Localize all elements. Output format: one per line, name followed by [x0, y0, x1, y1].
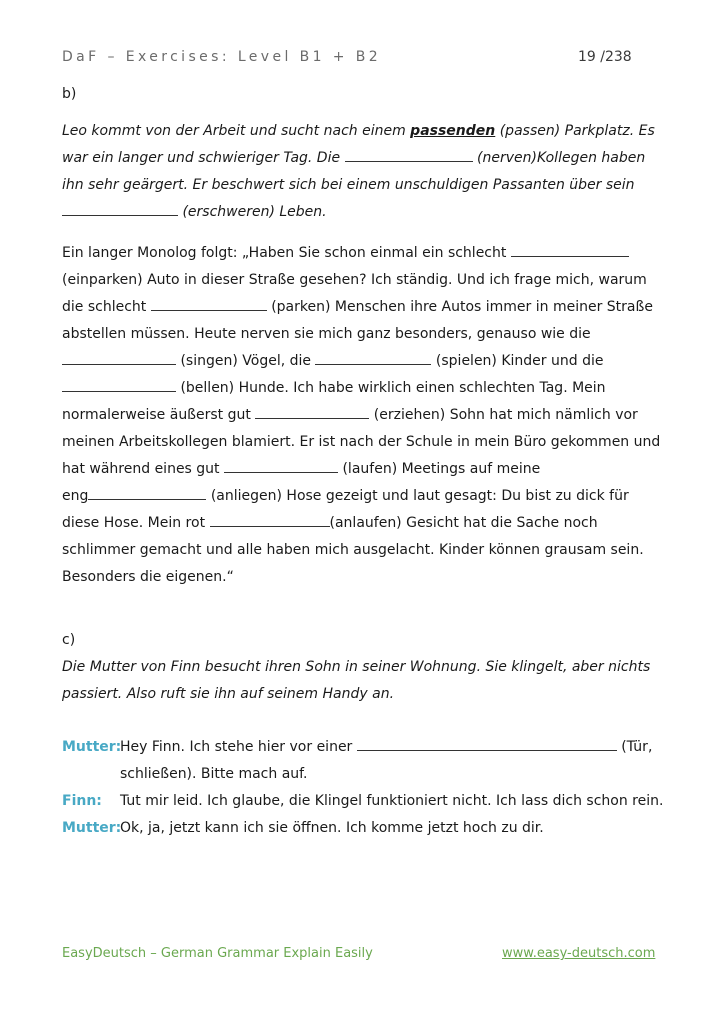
speaker-label: Mutter: [62, 739, 122, 755]
monolog-text: (spielen) Kinder und die [435, 353, 604, 369]
monolog-text: schlimmer gemacht und alle haben mich ausgelacht. Kinder können grausam sein. [62, 542, 644, 558]
monolog-text: (einparken) Auto in dieser Straße gesehen? Ich ständig. Und ich frage mich, warum [62, 272, 647, 288]
blank-line[interactable] [88, 487, 206, 500]
monolog-text: (parken) Menschen ihre Autos immer in meiner Straße [271, 299, 653, 315]
monolog-text: normalerweise äußerst gut [62, 407, 251, 423]
section-b-intro [62, 118, 662, 226]
intro-text: (passen) Parkplatz. Es [499, 123, 655, 139]
monolog-text: meinen Arbeitskollegen blamiert. Er ist nach der Schule in mein Büro gekommen und [62, 434, 661, 450]
section-c-label: c) [62, 632, 76, 648]
blank-line[interactable] [62, 379, 176, 392]
intro-text: (nerven)Kollegen haben [477, 150, 646, 166]
intro-text: ihn sehr geärgert. Er beschwert sich bei einem unschuldigen Passanten über sein [62, 177, 635, 193]
footer-link[interactable]: www.easy-deutsch.com [502, 946, 656, 961]
dialogue-text: Ok, ja, jetzt kann ich sie öffnen. Ich komme jetzt hoch zu dir. [120, 820, 544, 836]
monolog-text: (anliegen) Hose gezeigt und laut gesagt: Du bist zu dick für [210, 488, 629, 504]
blank-line[interactable] [315, 352, 431, 365]
blank-line[interactable] [62, 352, 176, 365]
dialogue-text-part: Hey Finn. Ich stehe hier vor einer [120, 739, 353, 755]
blank-line[interactable] [210, 514, 330, 527]
intro-text: passiert. Also ruft sie ihn auf seinem Handy an. [62, 686, 395, 702]
intro-text: Die Mutter von Finn besucht ihren Sohn in seiner Wohnung. Sie klingelt, aber nichts [62, 659, 651, 675]
speaker-label: Mutter: [62, 820, 122, 836]
intro-text: Leo kommt von der Arbeit und sucht nach einem [62, 123, 406, 139]
monolog-text: (bellen) Hunde. Ich habe wirklich einen schlechten Tag. Mein [180, 380, 606, 396]
blank-line[interactable] [345, 149, 473, 162]
blank-line[interactable] [511, 244, 629, 257]
dialogue-text: Tut mir leid. Ich glaube, die Klingel funktioniert nicht. Ich lass dich schon rein. [120, 793, 664, 809]
monolog-text: Besonders die eigenen.“ [62, 569, 234, 585]
dialogue-text [120, 734, 652, 761]
header-title: DaF – Exercises: Level B1 + B2 [62, 49, 382, 65]
dialogue-text-part: (Tür, [621, 739, 653, 755]
blank-line[interactable] [357, 738, 617, 751]
monolog-text: die schlecht [62, 299, 147, 315]
blank-line[interactable] [255, 406, 369, 419]
blank-line[interactable] [224, 460, 338, 473]
monolog-text: (laufen) Meetings auf meine [342, 461, 541, 477]
monolog-text: diese Hose. Mein rot [62, 515, 206, 531]
monolog-text: (anlaufen) Gesicht hat die Sache noch [329, 515, 598, 531]
blank-line[interactable] [151, 298, 267, 311]
intro-text: (erschweren) Leben. [182, 204, 327, 220]
monolog-text: eng [62, 488, 89, 504]
monolog-text: abstellen müssen. Heute nerven sie mich ganz besonders, genauso wie die [62, 326, 591, 342]
section-c-intro [62, 654, 662, 708]
monolog-text: hat während eines gut [62, 461, 220, 477]
example-answer: passenden [410, 123, 496, 139]
dialogue-text: schließen). Bitte mach auf. [120, 766, 308, 782]
section-b-label: b) [62, 86, 77, 102]
speaker-label: Finn: [62, 793, 102, 809]
page-number: 19 /238 [578, 49, 632, 65]
monolog-text: (singen) Vögel, die [180, 353, 311, 369]
footer-brand: EasyDeutsch – German Grammar Explain Easily [62, 946, 373, 961]
monolog-paragraph [62, 240, 662, 591]
monolog-text: (erziehen) Sohn hat mich nämlich vor [373, 407, 638, 423]
monolog-text: Ein langer Monolog folgt: „Haben Sie schon einmal ein schlecht [62, 245, 507, 261]
intro-text: war ein langer und schwieriger Tag. Die [62, 150, 341, 166]
blank-line[interactable] [62, 203, 178, 216]
